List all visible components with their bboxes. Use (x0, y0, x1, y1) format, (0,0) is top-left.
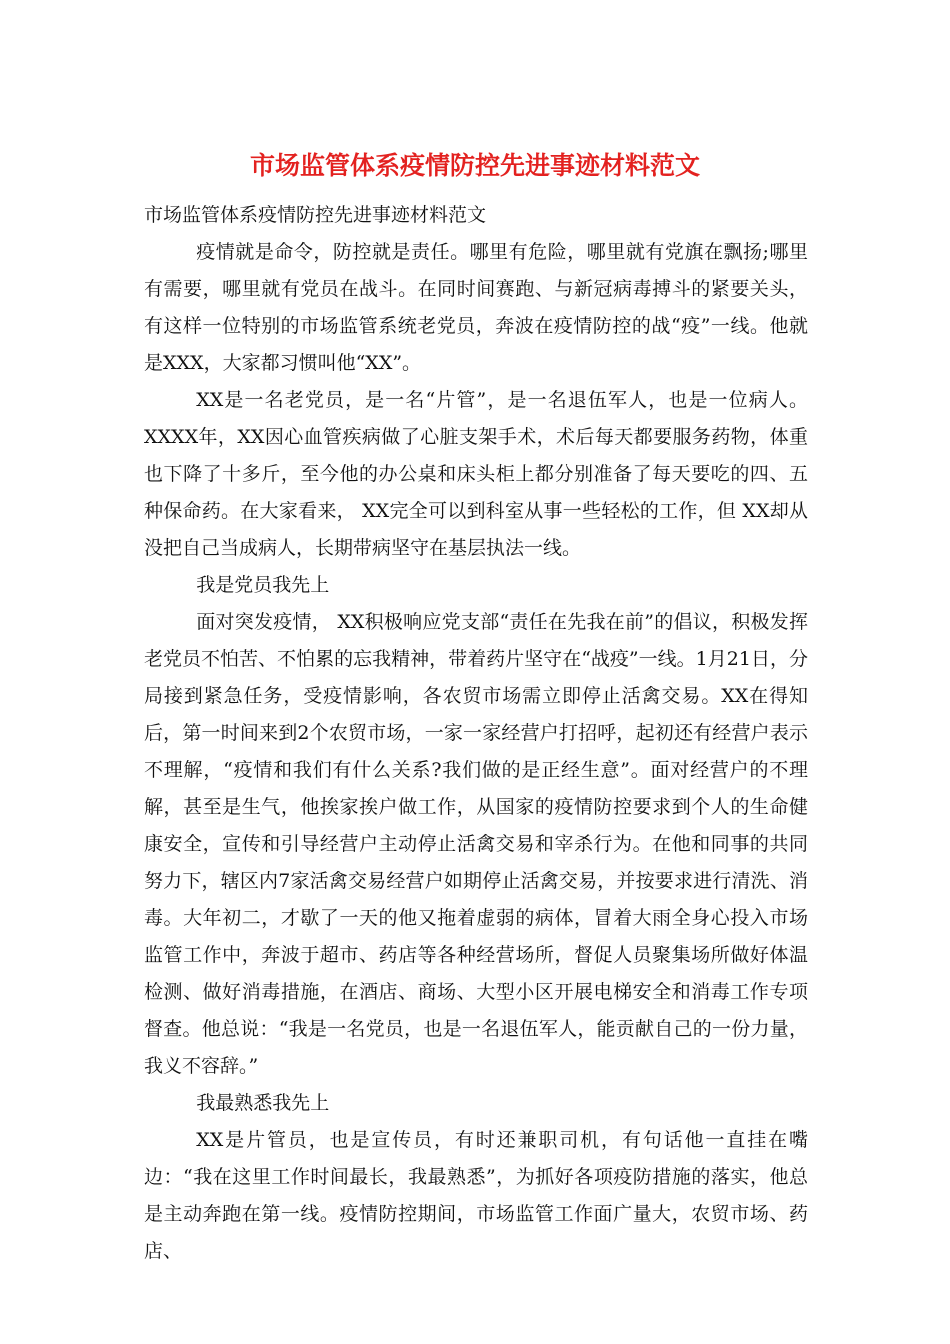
paragraph-party-member: 面对突发疫情， XX积极响应党支部“责任在先我在前”的倡议，积极发挥老党员不怕苦、不怕累的忘我精神，带着药片坚守在“战疫”一线。1月21日，分局接到紧急任务，受疫情影响，各农贸市场需立即停止活禽交易。XX在得知后，第一时间来到2个农贸市场，一家一家经营户打招呼，起初还有经营户表示不理解，“疫情和我们有什么关系?我们做的是正经生意”。面对经营户的不理解，甚至是生气，他挨家挨户做工作，从国家的疫情防控要求到个人的生命健康安全，宣传和引导经营户主动停止活禽交易和宰杀行为。在他和同事的共同努力下，辖区内7家活禽交易经营户如期停止活禽交易，并按要求进行清洗、消毒。大年初二，才歇了一天的他又拖着虚弱的病体，冒着大雨全身心投入市场监管工作中，奔波于超市、药店等各种经营场所，督促人员聚集场所做好体温检测、做好消毒措施，在酒店、商场、大型小区开展电梯安全和消毒工作专项督查。他总说：“我是一名党员，也是一名退伍军人，能贡献自己的一份力量，我义不容辞。” (144, 611, 808, 1077)
document-title: 市场监管体系疫情防控先进事迹材料范文 (249, 151, 700, 180)
paragraph-profile: XX是一名老党员，是一名“片管”，是一名退伍军人，也是一位病人。XXXX年，XX因心血管疾病做了心脏支架手术，术后每天都要服务药物，体重也下降了十多斤，至今他的办公桌和床头柜上都分别准备了每天要吃的四、五种保命药。在大家看来， XX完全可以到科室从事一些轻松的工作，但 XX却从没把自己当成病人，长期带病坚守在基层执法一线。 (144, 389, 808, 559)
section-heading-party-member: 我是党员我先上 (196, 574, 330, 596)
document-subtitle: 市场监管体系疫情防控先进事迹材料范文 (144, 204, 487, 226)
section-heading-most-familiar: 我最熟悉我先上 (196, 1092, 330, 1114)
document-body (144, 197, 808, 1270)
paragraph-most-familiar: XX是片管员，也是宣传员，有时还兼职司机，有句话他一直挂在嘴边：“我在这里工作时间最长，我最熟悉”，为抓好各项疫防措施的落实，他总是主动奔跑在第一线。疫情防控期间，市场监管工作面广量大，农贸市场、药店、 (144, 1129, 808, 1262)
paragraph-intro: 疫情就是命令，防控就是责任。哪里有危险，哪里就有党旗在飘扬;哪里有需要，哪里就有党员在战斗。在同时间赛跑、与新冠病毒搏斗的紧要关头，有这样一位特别的市场监管系统老党员，奔波在疫情防控的战“疫”一线。他就是XXX，大家都习惯叫他“XX”。 (144, 241, 808, 374)
